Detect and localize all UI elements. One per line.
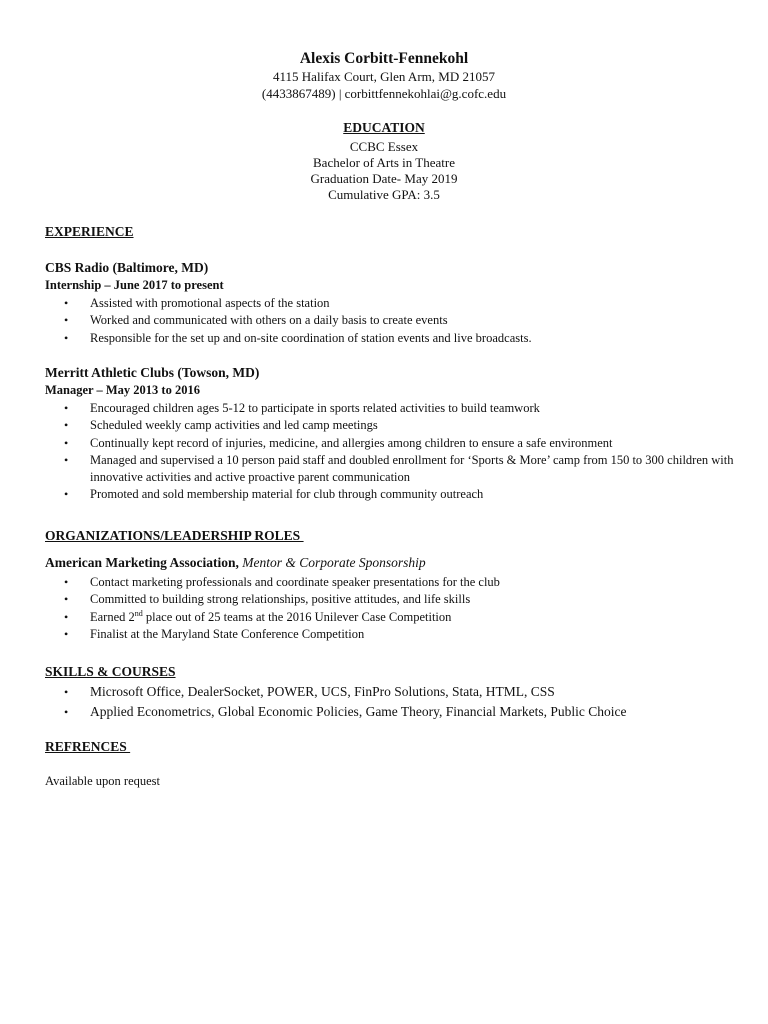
organization-name: American Marketing Association,: [45, 555, 239, 570]
list-item: • Contact marketing professionals and coordinate speaker presentations for the club: [45, 574, 735, 591]
list-item: • Encouraged children ages 5-12 to participate in sports related activities to build teamwork: [45, 400, 735, 417]
list-item: • Finalist at the Maryland State Conference Competition: [45, 626, 735, 643]
list-item: • Responsible for the set up and on-site coordination of station events and live broadcasts.: [45, 330, 735, 347]
bullet-icon: •: [64, 487, 69, 502]
list-item: • Assisted with promotional aspects of the station: [45, 295, 735, 312]
bullet-icon: •: [64, 313, 69, 328]
bullet-icon: •: [64, 575, 69, 589]
list-item: • Worked and communicated with others on a daily basis to create events: [45, 312, 735, 329]
list-item: • Scheduled weekly camp activities and led camp meetings: [45, 417, 735, 434]
bullet-icon: •: [64, 418, 69, 433]
education-school: CCBC Essex: [349, 139, 419, 154]
education-heading: EDUCATION: [343, 120, 425, 135]
list-item: • Microsoft Office, DealerSocket, POWER, UCS, FinPro Solutions, Stata, HTML, CSS: [45, 682, 735, 702]
bullet-icon: •: [64, 592, 69, 607]
skills-list: [45, 682, 735, 722]
experience-heading: EXPERIENCE: [45, 224, 134, 239]
job-bullet-list: [45, 400, 735, 504]
bullet-icon: •: [64, 330, 69, 345]
job-bullet-list: [45, 295, 735, 347]
education-gpa: Cumulative GPA: 3.5: [328, 187, 440, 202]
list-item: • Managed and supervised a 10 person paid staff and doubled enrollment for ‘Sports & More’ camp from 150 to 300 children with innovative activities and active proactive parent communication: [64, 452, 734, 485]
bullet-icon: •: [64, 452, 69, 467]
organization-line: [45, 555, 426, 571]
job-org: CBS Radio (Baltimore, MD): [45, 260, 209, 275]
bullet-icon: •: [64, 685, 69, 699]
education-graduation: Graduation Date- May 2019: [310, 171, 458, 186]
bullet-icon: •: [64, 626, 69, 641]
bullet-icon: •: [64, 296, 69, 310]
job-org: Merritt Athletic Clubs (Towson, MD): [45, 365, 260, 380]
references-heading: REFRENCES: [45, 739, 131, 754]
bullet-icon: •: [64, 609, 69, 624]
list-item: • Earned 2nd place out of 25 teams at the 2016 Unilever Case Competition: [45, 609, 735, 626]
organization-bullet-list: [45, 574, 735, 643]
bullet-icon: •: [64, 705, 69, 719]
organizations-heading: ORGANIZATIONS/LEADERSHIP ROLES: [45, 528, 304, 543]
bullet-icon: •: [64, 435, 69, 450]
bullet-icon: •: [64, 401, 69, 415]
job-role: Manager – May 2013 to 2016: [45, 383, 200, 397]
organization-role: Mentor & Corporate Sponsorship: [242, 555, 426, 570]
address: 4115 Halifax Court, Glen Arm, MD 21057: [273, 69, 495, 84]
list-item: • Promoted and sold membership material for club through community outreach: [45, 486, 735, 503]
list-item: • Committed to building strong relationships, positive attitudes, and life skills: [45, 591, 735, 608]
job-role: Internship – June 2017 to present: [45, 278, 224, 292]
education-degree: Bachelor of Arts in Theatre: [313, 155, 455, 170]
phone-email: (4433867489) | corbittfennekohlai@g.cofc.edu: [261, 86, 507, 101]
skills-heading: SKILLS & COURSES: [45, 664, 176, 679]
references-text: Available upon request: [45, 774, 161, 788]
list-item: • Continually kept record of injuries, medicine, and allergies among children to ensure a safe environment: [45, 435, 735, 452]
list-item: • Applied Econometrics, Global Economic Policies, Game Theory, Financial Markets, Public Choice: [45, 702, 735, 722]
ordinal-suffix: nd: [134, 608, 143, 618]
candidate-name: Alexis Corbitt-Fennekohl: [299, 50, 469, 67]
